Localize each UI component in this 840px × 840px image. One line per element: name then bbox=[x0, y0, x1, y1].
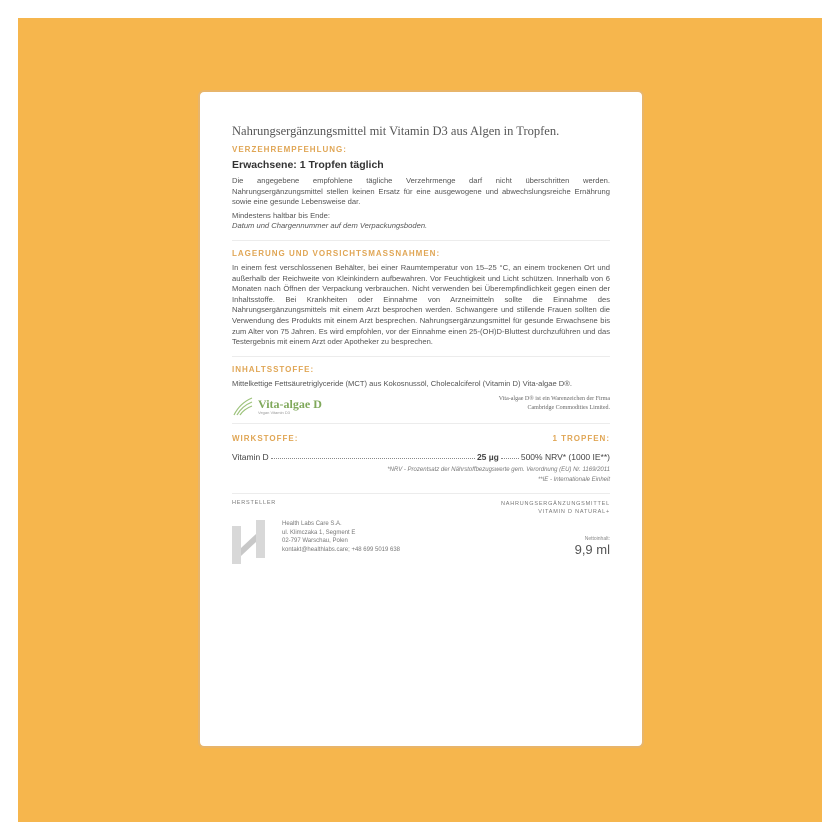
net-content-label: Nettoinhalt: bbox=[584, 536, 610, 543]
manufacturer-address bbox=[282, 520, 400, 564]
divider bbox=[232, 423, 610, 424]
company-name: Health Labs Care S.A. bbox=[282, 521, 342, 528]
product-name bbox=[501, 500, 610, 516]
algae-leaf-icon bbox=[232, 395, 254, 417]
divider bbox=[232, 356, 610, 357]
trademark-line: Vita-algae D® ist ein Warenzeichen der Firma bbox=[498, 396, 610, 403]
brand-name: Vita-algae D bbox=[258, 396, 322, 411]
manufacturer-body bbox=[232, 520, 610, 564]
best-before-label: Mindestens haltbar bis Ende: bbox=[232, 210, 330, 220]
active-per-dose: 1 TROPFEN: bbox=[552, 434, 610, 444]
divider bbox=[232, 240, 610, 241]
trademark-note bbox=[420, 395, 610, 413]
health-labs-logo-icon bbox=[232, 520, 268, 564]
intro-text: Nahrungsergänzungsmittel mit Vitamin D3 aus Algen in Tropfen. bbox=[232, 124, 560, 138]
ingredients-title: INHALTSSTOFFE: bbox=[232, 364, 315, 374]
dosage-title: VERZEHREMPFEHLUNG: bbox=[232, 145, 347, 154]
address-street: ul. Klimczaka 1, Segment E bbox=[282, 529, 356, 536]
net-content bbox=[575, 520, 610, 564]
manufacturer-title: HERSTELLER bbox=[232, 500, 277, 507]
storage-text: In einem fest verschlossenen Behälter, bei einer Raumtemperatur von 15–25 °C, an einem trockenen Ort und außerhalb der Reichweite von Kleinkindern aufbewahren. Vor Feuchtigkeit und Licht schützen. Innerhalb von 6 Monaten nach Öffnen der Verpackung verbrauchen. Nicht verwenden bei Überempfindlichkeit gegen einen der Inhaltsstoffe. Bei Krankheiten oder Einnahme von Arzneimitteln sollte die Einnahme des Nahrungsergänzungsmittels mit einem Arzt besprochen werden. Schwangere und stillende Frauen sollten die Verwendung des Produkts mit einem Arzt besprechen. Nahrungsergänzungsmittel für gesunde Erwachsene bis zum Alter von 75 Jahren. Es wird empfohlen, vor der Einnahme einen 25-(OH)D-Bluttest durchzuführen und das Testergebnis mit einem Arzt oder Apotheker zu besprechen. bbox=[232, 262, 610, 347]
best-before-note: Datum und Chargennummer auf dem Verpackungsboden. bbox=[232, 221, 428, 231]
brand-logo bbox=[232, 395, 322, 417]
product-name-line: VITAMIN D NATURAL+ bbox=[538, 509, 610, 516]
dot-leader bbox=[271, 452, 475, 459]
dosage-text: Die angegebene empfohlene tägliche Verzehrmenge darf nicht überschritten werden. Nahrungsergänzungsmittel stellen keinen Ersatz für eine ausgewogene und abwechslungsreiche Ernährung sowie eine gesunde Lebensweise dar. bbox=[232, 176, 610, 207]
brand-row bbox=[232, 395, 610, 417]
manufacturer-info bbox=[232, 520, 400, 564]
ingredients-text: Mittelkettige Fettsäuretriglyceride (MCT) aus Kokosnussöl, Cholecalciferol (Vitamin D) Vita-algae D®. bbox=[232, 378, 572, 388]
manufacturer-header bbox=[232, 500, 610, 516]
dosage-headline: Erwachsene: 1 Tropfen täglich bbox=[232, 159, 384, 171]
active-amount: 25 µg bbox=[476, 452, 499, 463]
footnote: **IE - Internationale Einheit bbox=[537, 477, 610, 484]
footnote: *NRV - Prozentsatz der Nährstoffbezugswerte gem. Verordnung (EU) Nr. 1169/2011 bbox=[387, 467, 610, 474]
active-row bbox=[232, 452, 610, 462]
footnotes bbox=[232, 465, 610, 485]
active-title: WIRKSTOFFE: bbox=[232, 434, 299, 444]
brand-subtitle: Vegan Vitamin D3 bbox=[258, 409, 290, 415]
contact-info: kontakt@healthlabs.care; +48 699 5019 638 bbox=[282, 546, 401, 553]
storage-title: LAGERUNG UND VORSICHTSMASSNAHMEN: bbox=[232, 248, 441, 258]
active-nrv: 500% NRV* (1000 IE**) bbox=[520, 452, 610, 463]
net-content-value: 9,9 ml bbox=[574, 542, 610, 558]
dot-leader bbox=[501, 452, 519, 459]
address-city: 02-797 Warschau, Polen bbox=[282, 538, 348, 545]
divider bbox=[232, 493, 610, 494]
product-name-line: NAHRUNGSERGÄNZUNGSMITTEL bbox=[500, 501, 610, 508]
product-label bbox=[198, 90, 644, 748]
active-header bbox=[232, 434, 610, 448]
active-name: Vitamin D bbox=[232, 452, 269, 463]
trademark-line: Cambridge Commodities Limited. bbox=[527, 405, 610, 412]
